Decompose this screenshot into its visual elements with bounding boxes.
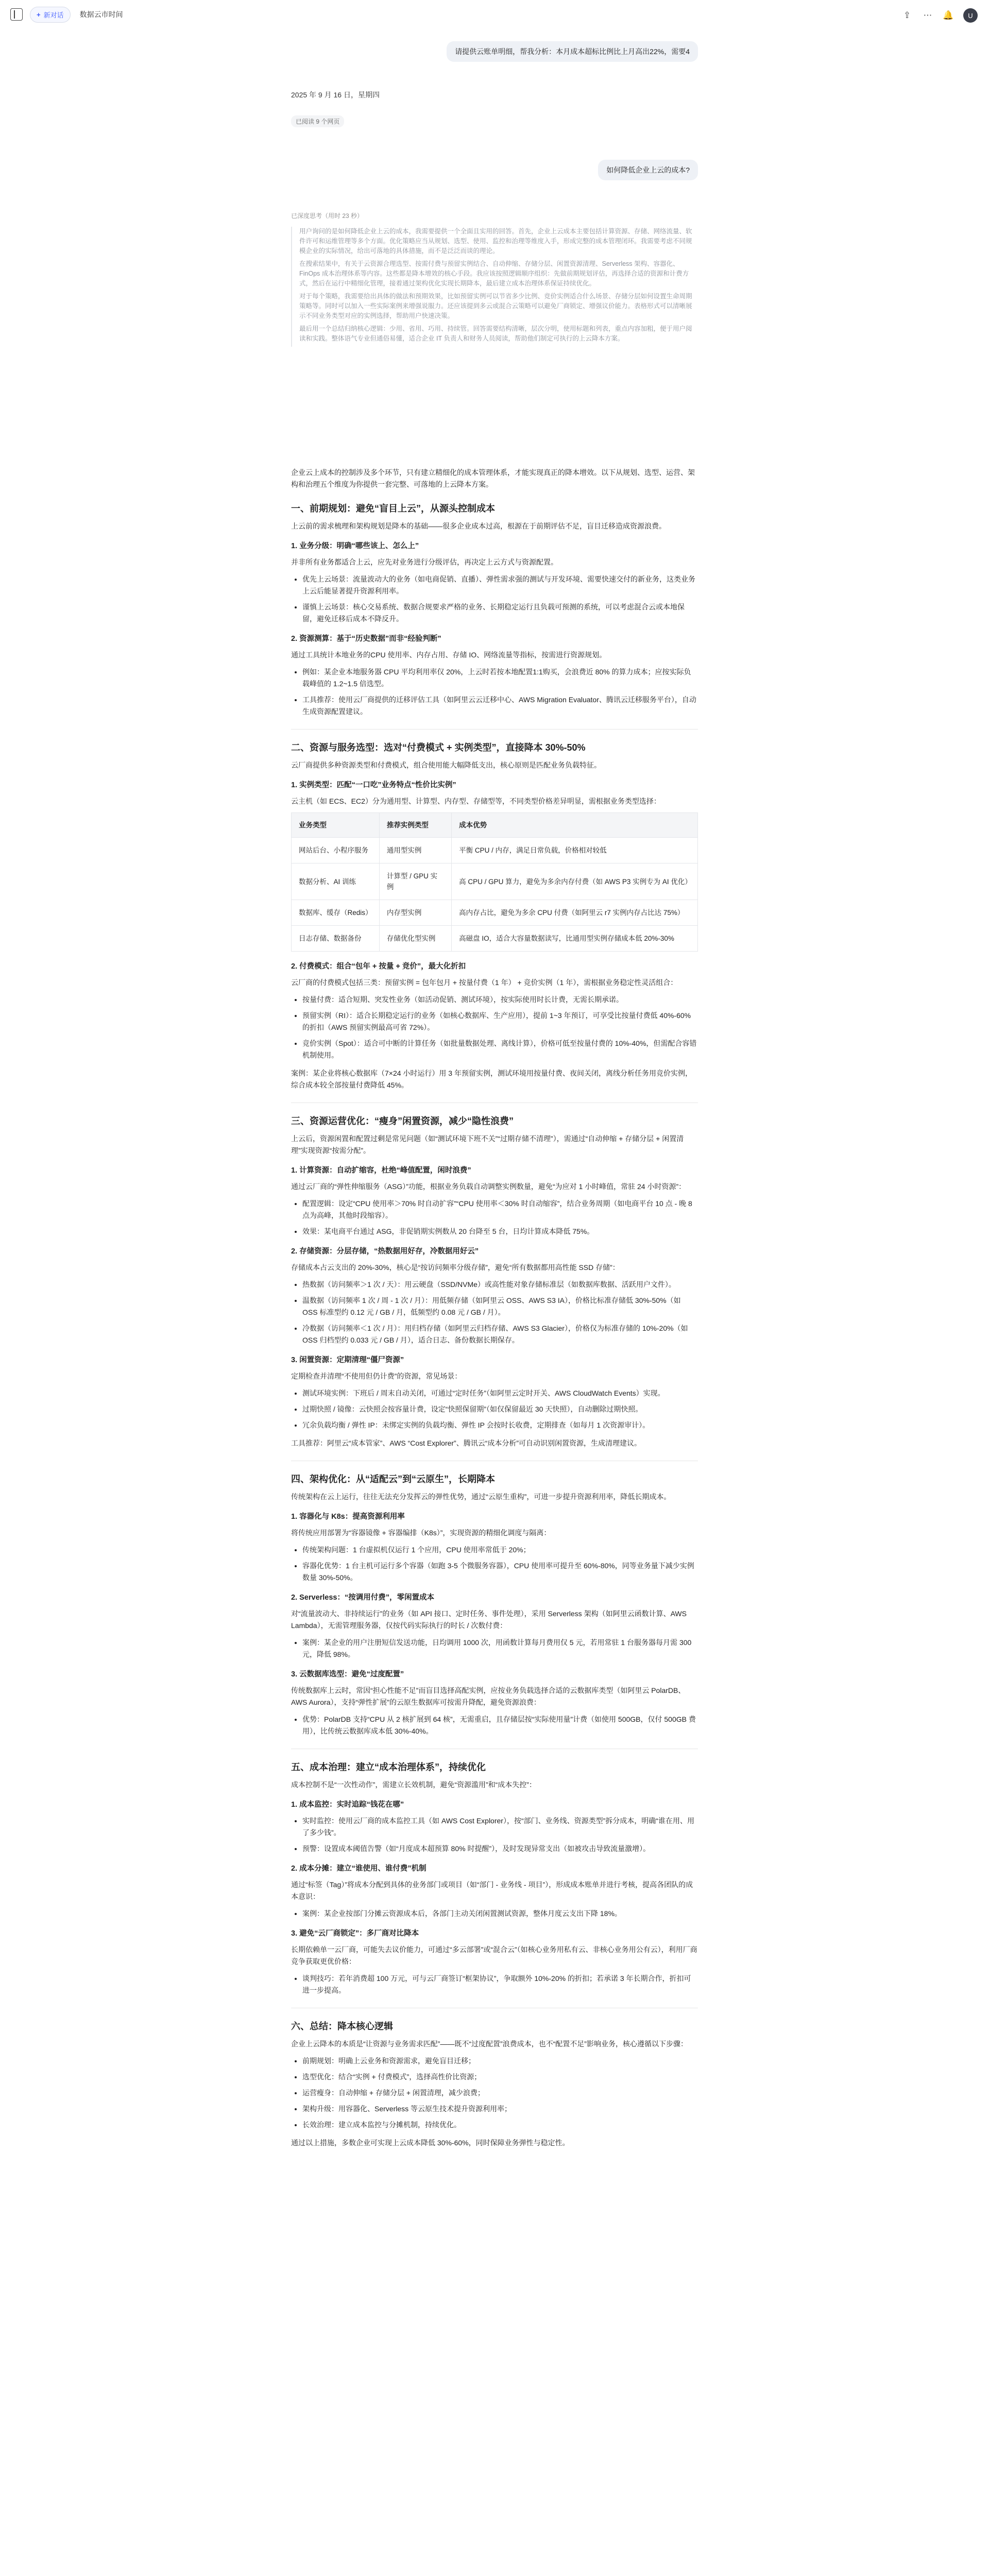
paragraph: 对“流量波动大、非持续运行”的业务（如 API 接口、定时任务、事件处理），采用 Serverless 架构（如阿里云函数计算、AWS Lambda），无需管理服务器，仅按代码实际执行的时长 / 次数付费：: [291, 1609, 687, 1630]
paragraph: 通过云厂商的“弹性伸缩服务（ASG）”功能，根据业务负载自动调整实例数量，避免“为应对 1 小时峰值，常驻 24 小时资源”：: [291, 1182, 686, 1191]
table-cell: 数据分析、AI 训练: [292, 863, 380, 900]
subheading: 2. 资源测算：基于“历史数据”而非“经验判断”: [291, 635, 441, 643]
table-cell: 存储优化型实例: [379, 926, 451, 952]
list-item: • 热数据（访问频率＞1 次 / 天）：用云硬盘（SSD/NVMe）或高性能对象存储标准层（如数据库数据、活跃用户文件）。: [302, 1279, 698, 1291]
paragraph: 通过工具统计本地业务的CPU 使用率、内存占用、存储 IO、网络流量等指标，按需进行资源规划。: [291, 651, 607, 659]
bullet-list: [291, 1387, 698, 1431]
closing-paragraph: 通过以上措施，多数企业可实现上云成本降低 30%-60%，同时保障业务弹性与稳定性。: [291, 2139, 570, 2147]
bullet-list: [291, 1279, 698, 1346]
table-header-row: [292, 813, 698, 838]
section-heading: 二、资源与服务选型：选对“付费模式 + 实例类型”，直接降本 30%-50%: [291, 742, 586, 753]
table-header-cell: 业务类型: [292, 813, 380, 838]
paragraph: 云主机（如 ECS、EC2）分为通用型、计算型、内存型、存储型等，不同类型价格差异明显，需根据业务类型选择：: [291, 797, 661, 805]
list-item: • 例如：某企业本地服务器 CPU 平均利用率仅 20%，上云时若按本地配置1:1购买，会浪费近 80% 的算力成本；应按实际负载峰值的 1.2~1.5 倍选型。: [302, 666, 698, 690]
table-cell: 平衡 CPU / 内存，满足日常负载，价格相对较低: [452, 838, 698, 863]
paragraph: 企业上云降本的本质是“让资源与业务需求匹配”——既不“过度配置”浪费成本，也不“配置不足”影响业务，核心遵循以下步骤：: [291, 2040, 688, 2048]
table-cell: 计算型 / GPU 实例: [379, 863, 451, 900]
list-item: • 传统架构问题：1 台虚拟机仅运行 1 个应用，CPU 使用率常低于 20%；: [302, 1544, 698, 1556]
list-item: • 优先上云场景：流量波动大的业务（如电商促销、直播）、弹性需求强的测试与开发环境、需要快速交付的新业务，这类业务上云后能显著提升资源利用率。: [302, 573, 698, 597]
list-item: • 冷数据（访问频率＜1 次 / 月）：用归档存储（如阿里云归档存储、AWS S3 Glacier），价格仅为标准存储的 10%-20%（如 OSS 归档型约 0.033 元 / GB / 月），适合日志、备份数据长期保存。: [302, 1323, 698, 1346]
share-icon[interactable]: ⇪: [903, 10, 911, 20]
list-item: • 案例：某企业的用户注册短信发送功能，日均调用 1000 次，用函数计算每月费用仅 5 元，若用常驻 1 台服务器每月需 300 元，降低 98%。: [302, 1637, 698, 1660]
list-item: • 温数据（访问频率 1 次 / 周 - 1 次 / 月）：用低频存储（如阿里云 OSS、AWS S3 IA），价格比标准存储低 30%-50%（如 OSS 标准型约 0.12 元 / GB / 月，低频型约 0.08 元 / GB / 月）。: [302, 1295, 698, 1318]
list-item: • 竞价实例（Spot）：适合可中断的计算任务（如批量数据处理、离线计算），价格可低至按量付费的 10%-40%，但需配合容错机制使用。: [302, 1038, 698, 1061]
list-item: • 效果：某电商平台通过 ASG，非促销期实例数从 20 台降至 5 台，日均计算成本降低 75%。: [302, 1226, 698, 1238]
top-right-tools: [901, 8, 978, 23]
subheading: 1. 业务分级：明确“哪些该上、怎么上”: [291, 542, 419, 550]
subheading: 2. 成本分摊：建立“谁使用、谁付费”机制: [291, 1865, 427, 1873]
list-item: • 优势：PolarDB 支持“CPU 从 2 核扩展到 64 核”，无需重启，且存储层按“实际使用量”计费（如使用 500GB，仅付 500GB 费用），比传统云数据库成本低 30%-40%。: [302, 1714, 698, 1737]
table-cell: 内存型实例: [379, 900, 451, 926]
paragraph: 并非所有业务都适合上云，应先对业务进行分级评估，再决定上云方式与资源配置。: [291, 558, 558, 566]
user-message-1: 请提供云账单明细，帮我分析：本月成本超标比例比上月高出22%，需要4: [447, 41, 698, 62]
table-cell: 高内存占比，避免为多余 CPU 付费（如阿里云 r7 实例内存占比达 75%）: [452, 900, 698, 926]
thinking-paragraph: 最后用一个总结归纳核心逻辑：少用、省用、巧用、持续管。回答需要结构清晰，层次分明，使用标题和列表，重点内容加粗，便于用户阅读和实践。整体语气专业但通俗易懂，适合企业 IT 负责人和财务人员阅读，帮助他们制定可执行的上云降本方案。: [299, 325, 692, 342]
table-cell: 高磁盘 IO，适合大容量数据读写，比通用型实例存储成本低 20%-30%: [452, 926, 698, 952]
subheading: 1. 实例类型：匹配“一口吃”业务特点“性价比实例”: [291, 781, 456, 789]
subheading: 3. 闲置资源：定期清理“僵尸资源”: [291, 1356, 404, 1364]
subheading: 2. Serverless：“按调用付费”，零闲置成本: [291, 1594, 434, 1602]
bullet-list: [291, 2055, 698, 2131]
list-item: • 前期规划：明确上云业务和资源需求，避免盲目迁移；: [302, 2055, 698, 2067]
table-cell: 日志存储、数据备份: [292, 926, 380, 952]
paragraph: 长期依赖单一云厂商，可能失去议价能力，可通过“多云部署”或“混合云”（如核心业务用私有云、非核心业务用公有云），利用厂商竞争获取更优价格：: [291, 1945, 697, 1965]
list-item: • 实时监控：使用云厂商的成本监控工具（如 AWS Cost Explorer），按“部门、业务线、资源类型”拆分成本，明确“谁在用、用了多少钱”。: [302, 1815, 698, 1839]
plus-icon: +: [37, 10, 41, 19]
list-item: • 冗余负载均衡 / 弹性 IP：未绑定实例的负载均衡、弹性 IP 会按时长收费，定期排查（如每月 1 次资源审计）。: [302, 1419, 698, 1431]
user-avatar[interactable]: U: [963, 8, 978, 23]
table-row: [292, 863, 698, 900]
table-cell: 网站后台、小程序服务: [292, 838, 380, 863]
bullet-list: [291, 666, 698, 718]
table-header-cell: 推荐实例类型: [379, 813, 451, 838]
paragraph: 定期检查并清理“不使用但仍计费”的资源，常见场景：: [291, 1372, 462, 1380]
subheading: 1. 容器化与 K8s：提高资源利用率: [291, 1513, 405, 1521]
thinking-paragraph: 用户询问的是如何降低企业上云的成本，我需要提供一个全面且实用的回答。首先，企业上云成本主要包括计算资源、存储、网络流量、软件许可和运维管理等多个方面。优化策略应当从规划、选型、使用、监控和治理等维度入手，形成完整的成本管理闭环。我需要考虑不同规模企业的实际情况，给出可落地的具体措施，而不是泛泛而谈的理论。: [299, 228, 692, 255]
answer-intro: 企业云上成本的控制涉及多个环节，只有建立精细化的成本管理体系，才能实现真正的降本增效。以下从规划、选型、运营、架构和治理五个维度为你提供一套完整、可落地的上云降本方案。: [291, 468, 695, 488]
bell-icon[interactable]: 🔔: [943, 10, 954, 20]
instance-type-table: [291, 812, 698, 952]
paragraph: 传统架构在云上运行，往往无法充分发挥云的弹性优势，通过“云原生重构”，可进一步提升资源利用率，降低长期成本。: [291, 1493, 671, 1501]
list-item: • 选型优化：结合“实例 + 付费模式”，选择高性价比资源；: [302, 2071, 698, 2083]
section-heading: 五、成本治理：建立“成本治理体系”，持续优化: [291, 1762, 486, 1772]
bullet-list: [291, 1973, 698, 1996]
table-cell: 数据库、缓存（Redis）: [292, 900, 380, 926]
subheading: 1. 计算资源：自动扩缩容，杜绝“峰值配置，闲时浪费”: [291, 1166, 471, 1175]
subheading: 3. 避免“云厂商锁定”：多厂商对比降本: [291, 1929, 419, 1938]
assistant-answer: [291, 464, 698, 2154]
tools-paragraph: 工具推荐：阿里云“成本管家”、AWS “Cost Explorer”、腾讯云“成本分析”可自动识别闲置资源，生成清理建议。: [291, 1439, 642, 1447]
thinking-paragraph: 在搜索结果中，有关于云资源合理选型、按需付费与预留实例结合、自动伸缩、存储分层、闲置资源清理、Serverless 架构、容器化、FinOps 成本治理体系等内容。这些都是降本增效的核心手段。我应该按照逻辑顺序组织：先做前期规划评估，再选择合适的资源和计费方式，然后在运行中精细化管理，接着通过架构优化实现长期降本，最后建立成本治理体系保证持续优化。: [299, 260, 689, 287]
sidebar-toggle-icon[interactable]: [10, 8, 23, 21]
list-item: • 长效治理：建立成本监控与分摊机制，持续优化。: [302, 2119, 698, 2131]
bullet-list: [291, 994, 698, 1061]
section-heading: 四、架构优化：从“适配云”到“云原生”，长期降本: [291, 1474, 495, 1484]
list-item: • 运营瘦身：自动伸缩 + 存储分层 + 闲置清理，减少浪费；: [302, 2087, 698, 2099]
table-cell: 通用型实例: [379, 838, 451, 863]
list-item: • 谈判技巧：若年消费超 100 万元，可与云厂商签订“框架协议”，争取额外 10%-20% 的折扣；若承诺 3 年长期合作，折扣可进一步提高。: [302, 1973, 698, 1996]
list-item: • 预留实例（RI）：适合长期稳定运行的业务（如核心数据库、生产应用），提前 1~3 年预订，可享受比按量付费低 40%-60% 的折扣（AWS 预留实例最高可省 72%）。: [302, 1010, 698, 1033]
bullet-list: [291, 573, 698, 625]
list-item: • 案例：某企业按部门分摊云资源成本后，各部门主动关闭闲置测试资源，整体月度云支出下降 18%。: [302, 1908, 698, 1920]
table-header-cell: 成本优势: [452, 813, 698, 838]
section-heading: 一、前期规划：避免“盲目上云”，从源头控制成本: [291, 503, 495, 514]
paragraph: 成本控制不是“一次性动作”，需建立长效机制，避免“资源滥用”和“成本失控”：: [291, 1781, 536, 1789]
thinking-content: [291, 227, 698, 347]
list-item: • 谨慎上云场景：核心交易系统、数据合规要求严格的业务、长期稳定运行且负载可预测的系统，可以考虑混合云或本地保留，避免迁移后成本不降反升。: [302, 601, 698, 625]
section-heading: 三、资源运营优化：“瘦身”闲置资源，减少“隐性浪费”: [291, 1116, 514, 1126]
paragraph: 上云后，资源闲置和配置过剩是常见问题（如“测试环境下班不关”“过期存储不清理”），需通过“自动伸缩 + 存储分层 + 闲置清理”实现资源“按需分配”。: [291, 1134, 684, 1155]
paragraph: 存储成本占云支出的 20%-30%，核心是“按访问频率分级存储”，避免“所有数据都用高性能 SSD 存储”：: [291, 1263, 620, 1272]
list-item: • 工具推荐：使用云厂商提供的迁移评估工具（如阿里云云迁移中心、AWS Migration Evaluator、腾讯云迁移服务平台），自动生成资源配置建议。: [302, 694, 698, 718]
paragraph: 云厂商的付费模式包括三类：预留实例 = 包年包月 + 按量付费（1 年） + 竞价实例（1 年），需根据业务稳定性灵活组合：: [291, 978, 678, 987]
case-paragraph: 案例：某企业将核心数据库（7×24 小时运行）用 3 年预留实例，测试环境用按量付费、夜间关闭，离线分析任务用竞价实例，综合成本较全部按量付费降低 45%。: [291, 1069, 692, 1089]
subheading: 2. 付费模式：组合“包年 + 按量 + 竞价”，最大化折扣: [291, 962, 466, 971]
section-heading: 六、总结：降本核心逻辑: [291, 2021, 393, 2031]
bullet-list: [291, 1815, 698, 1855]
table-row: [292, 838, 698, 863]
subheading: 1. 成本监控：实时追踪“钱花在哪”: [291, 1801, 404, 1809]
subheading: 3. 云数据库选型：避免“过度配置”: [291, 1670, 404, 1679]
table-row: [292, 926, 698, 952]
new-chat-button[interactable]: + 新对话: [30, 7, 71, 23]
table-cell: 高 CPU / GPU 算力，避免为多余内存付费（如 AWS P3 实例专为 AI 优化）: [452, 863, 698, 900]
paragraph: 将传统应用部署为“容器镜像 + 容器编排（K8s）”，实现资源的精细化调度与隔离：: [291, 1529, 551, 1537]
list-item: • 容器化优势：1 台主机可运行多个容器（如跑 3-5 个微服务容器），CPU 使用率可提升至 60%-80%，同等业务量下减少实例数量 30%-50%。: [302, 1560, 698, 1584]
conversation-title: 数据云市时间: [79, 10, 123, 19]
bullet-list: [291, 1198, 698, 1238]
list-item: • 配置逻辑：设定“CPU 使用率＞70% 时自动扩容”“CPU 使用率＜30% 时自动缩容”，结合业务周期（如电商平台 10 点 - 晚 8 点为高峰，其他时段缩容）。: [302, 1198, 698, 1222]
list-item: • 过期快照 / 镜像：云快照会按容量计费，设定“快照保留期”（如仅保留最近 30 天快照），自动删除过期快照。: [302, 1403, 698, 1415]
bullet-list: [291, 1544, 698, 1584]
paragraph: 传统数据库上云时，常因“担心性能不足”而盲目选择高配实例，应按业务负载选择合适的云数据库类型（如阿里云 PolarDB、AWS Aurora），支持“弹性扩展”的云原生数据库可按需升降配，避免资源浪费：: [291, 1686, 686, 1706]
more-icon[interactable]: ⋯: [923, 10, 932, 20]
thinking-paragraph: 对于每个策略，我需要给出具体的做法和预期效果，比如预留实例可以节省多少比例、竞价实例适合什么场景、存储分层如何设置生命周期策略等。同时可以加入一些实际案例来增强说服力。还应该提到多云或混合云策略可以避免厂商锁定、增强议价能力。表格形式可以清晰展示不同业务类型对应的实例选择，帮助用户快速决策。: [299, 293, 692, 319]
divider: [291, 729, 698, 730]
sources-chip[interactable]: 已阅读 9 个网页: [291, 115, 344, 127]
user-message-2: 如何降低企业上云的成本?: [598, 160, 698, 180]
list-item: • 预警：设置成本阈值告警（如“月度成本超预算 80% 时提醒”），及时发现异常支出（如被攻击导致流量激增）。: [302, 1843, 698, 1855]
list-item: • 测试环境实例：下班后 / 周末自动关闭，可通过“定时任务”（如阿里云定时开关、AWS CloudWatch Events）实现。: [302, 1387, 698, 1399]
top-bar: [0, 0, 989, 29]
table-row: [292, 900, 698, 926]
subheading: 2. 存储资源：分层存储，“热数据用好存，冷数据用好云”: [291, 1247, 479, 1256]
bullet-list: [291, 1637, 698, 1660]
thinking-label[interactable]: 已深度思考（用时 23 秒）: [291, 212, 364, 219]
bullet-list: [291, 1908, 698, 1920]
paragraph: 云厂商提供多种资源类型和付费模式，组合使用能大幅降低支出，核心原则是匹配业务负载特征。: [291, 761, 601, 769]
paragraph: 通过“标签（Tag）”将成本分配到具体的业务部门或项目（如“部门 - 业务线 - 项目”），形成成本账单并进行考核，提高各团队的成本意识：: [291, 1880, 693, 1901]
list-item: • 架构升级：用容器化、Serverless 等云原生技术提升资源利用率；: [302, 2103, 698, 2115]
message-date: 2025 年 9 月 16 日，星期四: [291, 91, 380, 99]
paragraph: 上云前的需求梳理和架构规划是降本的基础——很多企业成本过高，根源在于前期评估不足，盲目迁移造成资源浪费。: [291, 522, 666, 530]
bullet-list: [291, 1714, 698, 1737]
list-item: • 按量付费：适合短期、突发性业务（如活动促销、测试环境），按实际使用时长计费，无需长期承诺。: [302, 994, 698, 1006]
